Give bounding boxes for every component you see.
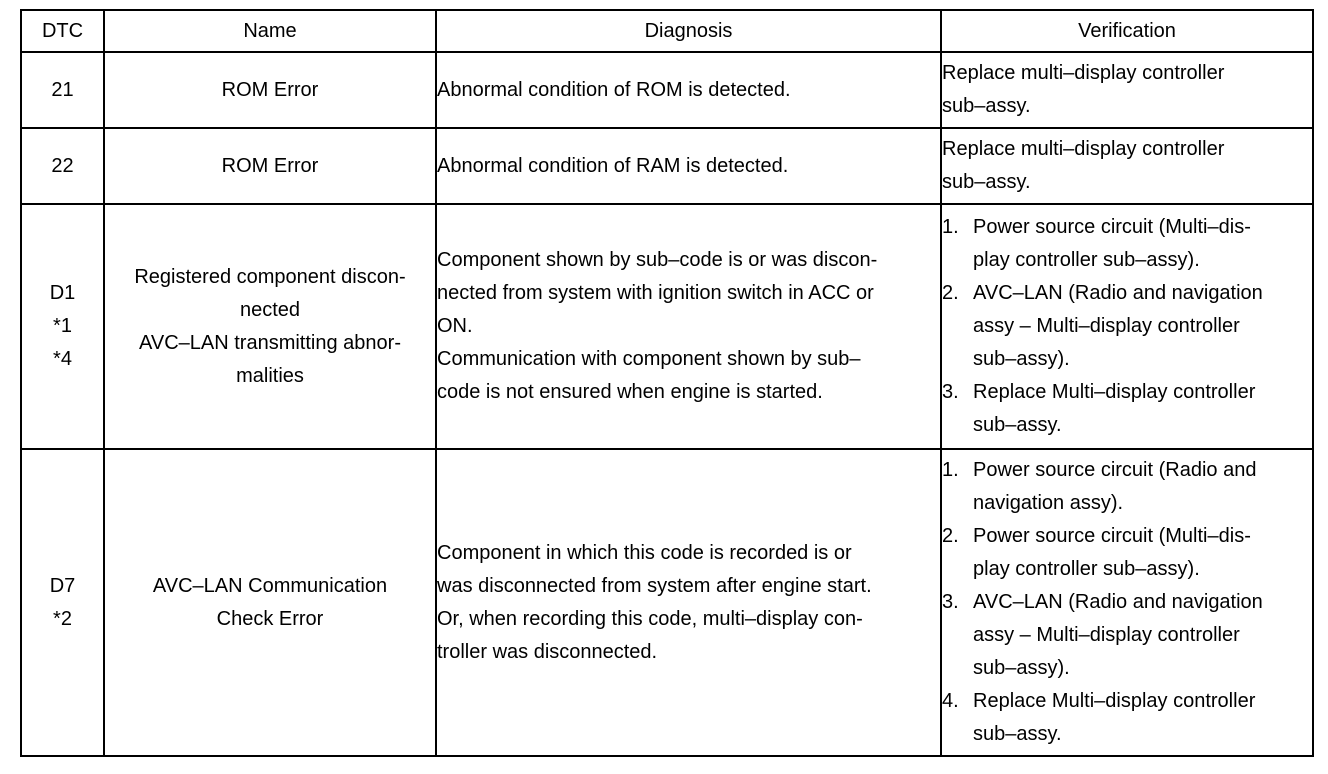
diagnosis-text: ON. [437,315,473,337]
diagnosis-cell [436,204,941,449]
name-cell [104,128,436,204]
table-row [21,128,1313,204]
step-number: 2. [942,282,959,304]
verification-text: sub–assy. [942,95,1031,117]
diagnosis-text: Or, when recording this code, multi–display con- [437,607,863,630]
name-text: nected [239,298,301,321]
diagnosis-text: code is not ensured when engine is started. [437,381,823,403]
list-item [942,211,1312,277]
dtc-cell [21,449,104,756]
list-item [942,520,1312,586]
step-text: Replace Multi–display controller [973,381,1256,403]
dtc-note: *1 [53,315,72,337]
step-text: assy – Multi–display controller [973,624,1240,646]
step-number: 4. [942,690,959,712]
step-number: 2. [942,525,959,547]
step-text: Replace Multi–display controller [973,690,1256,712]
diagnosis-text: Abnormal condition of ROM is detected. [437,78,791,101]
step-text: sub–assy). [973,348,1070,370]
name-text: ROM Error [221,78,319,101]
list-item [942,454,1312,520]
step-number: 3. [942,591,959,613]
header-diagnosis: Diagnosis [436,10,941,52]
verification-text: Replace multi–display controller [942,62,1225,84]
list-item [942,685,1312,751]
diagnosis-text: was disconnected from system after engine start. [437,574,872,597]
name-cell [104,52,436,128]
header-verification: Verification [941,10,1313,52]
dtc-note: *2 [53,607,72,630]
name-text: malities [236,364,304,387]
dtc-code: 22 [51,154,74,177]
verification-cell [941,52,1313,128]
step-text: Power source circuit (Multi–dis- [973,525,1251,547]
verification-cell [941,449,1313,756]
header-dtc: DTC [21,10,104,52]
table-row [21,449,1313,756]
dtc-code: D1 [49,282,76,304]
name-cell [104,449,436,756]
dtc-note: *4 [53,348,72,370]
step-text: play controller sub–assy). [973,558,1200,580]
step-text: sub–assy. [973,723,1062,745]
name-text: AVC–LAN transmitting abnor- [139,331,401,354]
name-cell [104,204,436,449]
step-text: play controller sub–assy). [973,249,1200,271]
table-row [21,204,1313,449]
dtc-table [20,9,1314,757]
name-text: Registered component discon- [134,265,406,288]
step-text: sub–assy). [973,657,1070,679]
step-number: 1. [942,216,959,238]
verification-cell [941,204,1313,449]
step-text: sub–assy. [973,414,1062,436]
list-item [942,586,1312,685]
step-text: Power source circuit (Radio and [973,459,1257,481]
verification-text: sub–assy. [942,171,1031,193]
header-row [21,10,1313,52]
verification-cell [941,128,1313,204]
verification-text: Replace multi–display controller [942,138,1225,160]
step-text: navigation assy). [973,492,1124,514]
diagnosis-cell [436,52,941,128]
table-row [21,52,1313,128]
step-number: 1. [942,459,959,481]
dtc-cell [21,128,104,204]
step-number: 3. [942,381,959,403]
dtc-code: 21 [51,78,74,101]
diagnosis-text: troller was disconnected. [437,640,658,663]
name-text: AVC–LAN Communication [152,574,388,597]
header-name: Name [104,10,436,52]
diagnosis-text: Communication with component shown by sub– [437,348,861,370]
name-text: ROM Error [221,154,319,177]
name-text: Check Error [216,607,324,630]
diagnosis-text: nected from system with ignition switch in ACC or [437,282,874,304]
list-item [942,376,1312,442]
diagnosis-text: Abnormal condition of RAM is detected. [437,154,789,177]
step-text: AVC–LAN (Radio and navigation [973,282,1263,304]
verification-steps [942,211,1312,442]
dtc-cell [21,52,104,128]
dtc-code: D7 [49,574,76,597]
step-text: assy – Multi–display controller [973,315,1240,337]
diagnosis-text: Component shown by sub–code is or was discon- [437,249,878,271]
step-text: Power source circuit (Multi–dis- [973,216,1251,238]
list-item [942,277,1312,376]
verification-steps [942,454,1312,751]
dtc-cell [21,204,104,449]
diagnosis-text: Component in which this code is recorded is or [437,541,852,564]
step-text: AVC–LAN (Radio and navigation [973,591,1263,613]
diagnosis-cell [436,128,941,204]
diagnosis-cell [436,449,941,756]
